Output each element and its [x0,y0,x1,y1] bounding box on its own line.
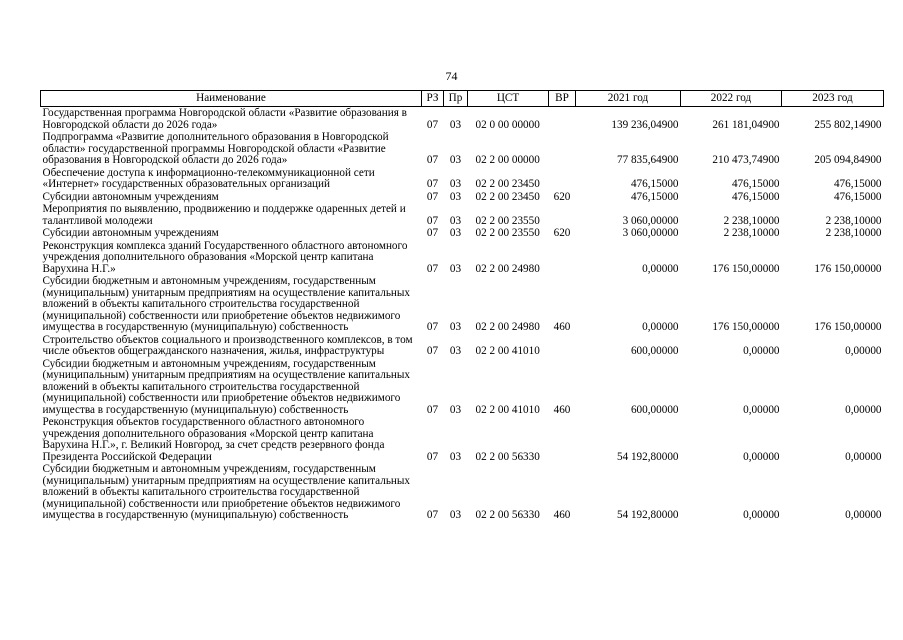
table-row [41,107,884,132]
cell-rz: 07 [426,190,439,203]
cell-2021: 600,00000 [630,345,679,357]
cell-pr: 03 [449,321,462,333]
cell-2021: 139 236,04900 [611,118,679,131]
cell-vr [549,167,576,191]
table-row [41,358,884,417]
header-name: Наименование [41,91,422,107]
page-number: 74 [445,69,458,83]
cell-vr [549,203,576,227]
cell-2022: 2 238,10000 [723,227,780,239]
cell-pr: 03 [449,214,462,227]
cell-name: Строительство объектов социального и производственного комплексов, в том числе объектов общегражданского назначения, жилья, инфраструктуры [42,333,413,357]
cell-rz: 07 [426,321,439,333]
cell-cst: 02 2 00 56330 [475,509,540,521]
cell-2023: 0,00000 [845,450,882,463]
cell-2021: 476,15000 [630,190,679,203]
table-header-row [41,91,884,107]
cell-vr [549,334,576,358]
cell-2022: 0,00000 [743,450,780,463]
cell-pr: 03 [449,262,462,275]
cell-pr: 03 [449,154,462,166]
cell-name: Реконструкция комплекса зданий Государственного областного автономного учреждения дополнительного образования «Морской центр капитана Варухина Н.Г.» [42,239,408,275]
cell-vr [549,107,576,132]
cell-2022: 176 150,00000 [712,321,780,333]
cell-2023: 176 150,00000 [814,321,882,333]
cell-2021: 0,00000 [642,262,679,275]
cell-2021: 476,15000 [630,178,679,190]
cell-vr [549,416,576,463]
cell-2023: 476,15000 [833,178,882,190]
cell-2021: 77 835,64900 [616,154,679,166]
cell-2022: 0,00000 [743,345,780,357]
cell-cst: 02 2 00 23550 [475,214,540,227]
cell-pr: 03 [449,509,462,521]
cell-cst: 02 2 00 41010 [475,403,540,416]
cell-cst: 02 2 00 24980 [475,321,540,333]
cell-name: Подпрограмма «Развитие дополнительного образования в Новгородской области» государственной программы Новгородской области «Развитие образования в Новгородской области до 2026 года» [42,131,389,166]
header-2022: 2022 год [681,91,782,107]
cell-name: Субсидии бюджетным и автономным учреждениям, государственным (муниципальным) унитарным предприятиям на осуществление капитальных вложений в объекты капитального строительства государственной (муниципальной) собственности или приобретение объектов недвижимого имущества в государственную (муниципальную) собственность [42,275,411,333]
cell-2023: 255 802,14900 [814,118,882,131]
header-2023: 2023 год [782,91,884,107]
table-row [41,227,884,240]
cell-pr: 03 [449,450,462,463]
cell-name: Субсидии автономным учреждениям [42,227,219,239]
cell-2021: 600,00000 [630,403,679,416]
cell-2023: 2 238,10000 [825,227,882,239]
cell-2023: 0,00000 [845,403,882,416]
cell-name: Государственная программа Новгородской области «Развитие образования в Новгородской области до 2026 года» [42,107,407,131]
cell-2022: 0,00000 [743,509,780,521]
cell-rz: 07 [426,509,439,521]
table-row [41,463,884,522]
cell-cst: 02 2 00 23450 [475,190,540,203]
table-row [41,131,884,167]
cell-rz: 07 [426,262,439,275]
table-row [41,275,884,334]
cell-2023: 176 150,00000 [814,262,882,275]
cell-rz: 07 [426,345,439,357]
cell-vr: 460 [553,509,571,521]
cell-cst: 02 2 00 23450 [475,178,540,190]
cell-vr: 460 [553,403,571,416]
cell-2023: 0,00000 [845,345,882,357]
cell-rz: 07 [426,118,439,131]
cell-2023: 0,00000 [845,509,882,521]
cell-rz: 07 [426,227,439,239]
table-row [41,191,884,204]
cell-cst: 02 2 00 41010 [475,345,540,357]
cell-cst: 02 2 00 00000 [475,154,540,166]
cell-2021: 54 192,80000 [616,450,679,463]
cell-2021: 3 060,00000 [622,214,679,227]
table-row [41,416,884,463]
cell-2023: 476,15000 [833,190,882,203]
budget-table [40,90,884,522]
cell-2021: 0,00000 [642,321,679,333]
cell-pr: 03 [449,178,462,190]
cell-rz: 07 [426,178,439,190]
cell-rz: 07 [426,403,439,416]
cell-rz: 07 [426,214,439,227]
cell-name: Обеспечение доступа к информационно-телекоммуникационной сети «Интернет» государственных образовательных организаций [42,166,375,190]
cell-vr: 460 [553,321,571,333]
cell-vr: 620 [553,227,571,239]
header-2021: 2021 год [576,91,681,107]
cell-2023: 2 238,10000 [825,214,882,227]
cell-name: Субсидии автономным учреждениям [42,190,219,203]
cell-pr: 03 [449,403,462,416]
cell-2022: 176 150,00000 [712,262,780,275]
cell-cst: 02 0 00 00000 [475,118,540,131]
cell-pr: 03 [449,345,462,357]
header-cst: ЦСТ [468,91,549,107]
cell-rz: 07 [426,450,439,463]
cell-vr [549,131,576,167]
header-vr: ВР [549,91,576,107]
cell-2022: 0,00000 [743,403,780,416]
cell-cst: 02 2 00 24980 [475,262,540,275]
header-pr: Пр [444,91,468,107]
cell-cst: 02 2 00 23550 [475,227,540,239]
cell-2022: 476,15000 [731,178,780,190]
cell-2022: 261 181,04900 [712,118,780,131]
cell-vr: 620 [553,190,571,203]
cell-name: Субсидии бюджетным и автономным учреждениям, государственным (муниципальным) унитарным предприятиям на осуществление капитальных вложений в объекты капитального строительства государственной (муниципальной) собственности или приобретение объектов недвижимого имущества в государственную (муниципальную) собственность [42,357,411,416]
cell-pr: 03 [449,190,462,203]
cell-2021: 3 060,00000 [622,227,679,239]
cell-rz: 07 [426,154,439,166]
cell-name: Мероприятия по выявлению, продвижению и поддержке одаренных детей и талантливой молодежи [42,203,406,227]
cell-2021: 54 192,80000 [616,509,679,521]
cell-2022: 210 473,74900 [712,154,780,166]
cell-name: Субсидии бюджетным и автономным учреждениям, государственным (муниципальным) унитарным предприятиям на осуществление капитальных вложений в объекты капитального строительства государственной (муниципальной) собственности или приобретение объектов недвижимого имущества в государственную (муниципальную) собственность [42,463,411,521]
header-rz: РЗ [422,91,444,107]
cell-name: Реконструкция объектов государственного областного автономного учреждения дополнительного образования «Морской центр капитана Варухина Н.Г.», г. Великий Новгород, за счет средств резервного фонда Президента Российской Федерации [42,416,385,463]
cell-cst: 02 2 00 56330 [475,450,540,463]
cell-2022: 476,15000 [731,190,780,203]
table-row [41,203,884,227]
table-row [41,334,884,358]
cell-vr [549,240,576,276]
cell-2023: 205 094,84900 [814,154,882,166]
table-row [41,167,884,191]
cell-pr: 03 [449,227,462,239]
cell-2022: 2 238,10000 [723,214,780,227]
cell-pr: 03 [449,118,462,131]
table-row [41,240,884,276]
